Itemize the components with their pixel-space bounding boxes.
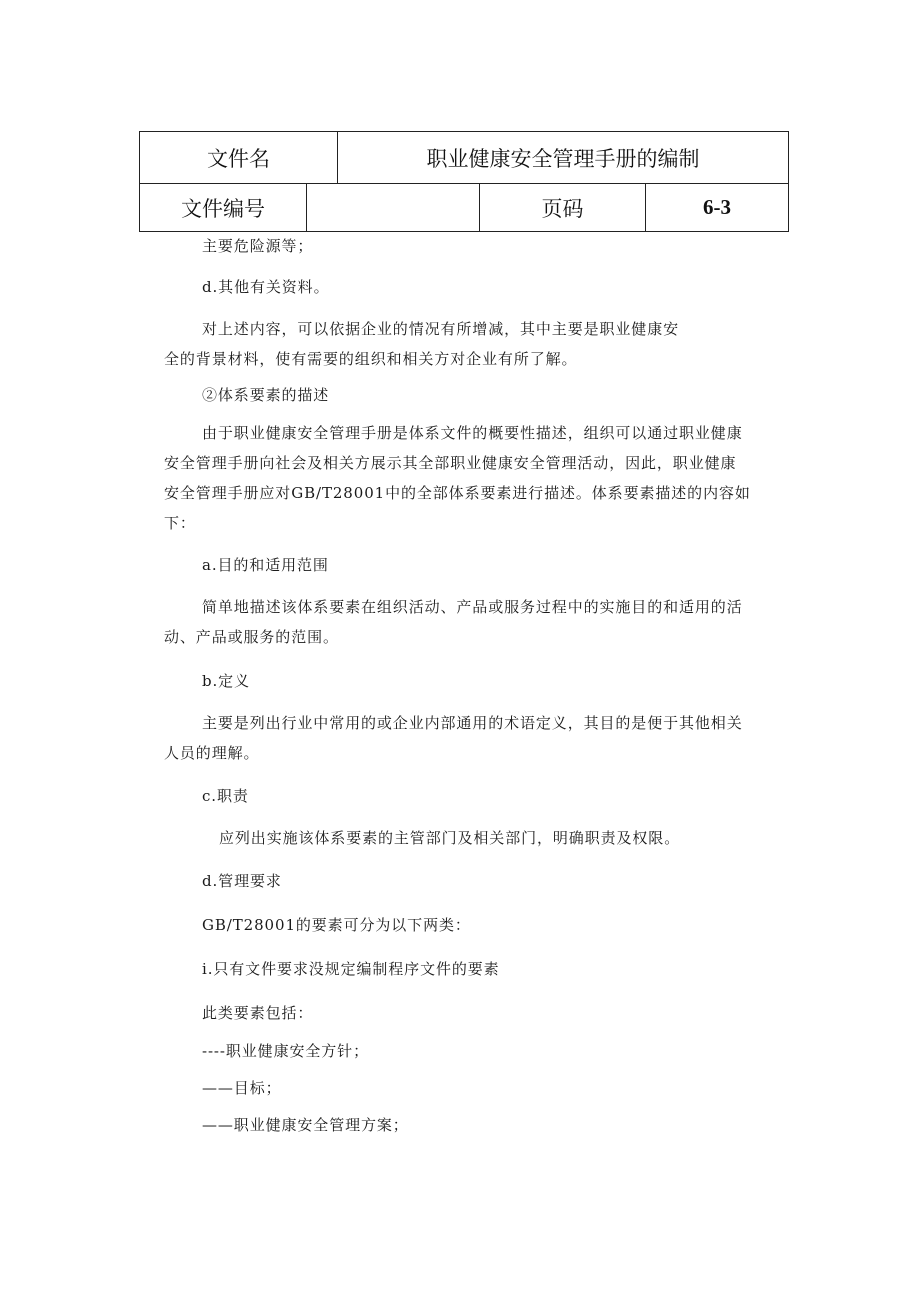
list-item-responsibility: c.职责 — [202, 787, 249, 805]
list-item-management-requirements: d.管理要求 — [202, 872, 282, 890]
document-header-table — [139, 131, 789, 232]
list-item-document-only-elements: i.只有文件要求没规定编制程序文件的要素 — [202, 960, 500, 978]
list-item-other-materials: d.其他有关资料。 — [202, 278, 330, 296]
body-line: 应列出实施该体系要素的主管部门及相关部门，明确职责及权限。 — [219, 829, 681, 847]
body-line: 安全管理手册向社会及相关方展示其全部职业健康安全管理活动，因此，职业健康 — [164, 454, 737, 472]
body-line: 全的背景材料，使有需要的组织和相关方对企业有所了解。 — [164, 350, 578, 368]
body-line: 下： — [164, 514, 196, 532]
list-item-purpose-scope: a.目的和适用范围 — [202, 556, 329, 574]
list-item-policy: ----职业健康安全方针； — [202, 1042, 369, 1060]
file-number-value — [307, 183, 480, 232]
header-row-file-number — [140, 183, 788, 232]
page-label: 页码 — [480, 183, 646, 232]
header-row-file-name — [140, 132, 788, 184]
body-line: 安全管理手册应对GB/T28001中的全部体系要素进行描述。体系要素描述的内容如 — [164, 484, 751, 502]
list-item-definition: b.定义 — [202, 672, 250, 690]
section-heading: ②体系要素的描述 — [202, 386, 330, 404]
body-line: 此类要素包括： — [202, 1004, 314, 1022]
body-line: 人员的理解。 — [164, 744, 260, 762]
list-item-management-program: ——职业健康安全管理方案； — [202, 1116, 409, 1134]
file-name-label: 文件名 — [140, 132, 338, 183]
file-number-label: 文件编号 — [140, 183, 307, 232]
body-line: 主要危险源等； — [202, 237, 314, 255]
body-line: 主要是列出行业中常用的或企业内部通用的术语定义，其目的是便于其他相关 — [202, 714, 743, 732]
page-number: 6-3 — [703, 195, 731, 219]
body-line: 由于职业健康安全管理手册是体系文件的概要性描述，组织可以通过职业健康 — [202, 424, 743, 442]
list-item-objectives: ——目标； — [202, 1079, 282, 1097]
body-line: 简单地描述该体系要素在组织活动、产品或服务过程中的实施目的和适用的活 — [202, 598, 743, 616]
body-line: GB/T28001的要素可分为以下两类： — [202, 916, 471, 934]
body-line: 对上述内容，可以依据企业的情况有所增减，其中主要是职业健康安 — [202, 320, 680, 338]
file-name-value: 职业健康安全管理手册的编制 — [426, 146, 700, 171]
body-line: 动、产品或服务的范围。 — [164, 628, 339, 646]
